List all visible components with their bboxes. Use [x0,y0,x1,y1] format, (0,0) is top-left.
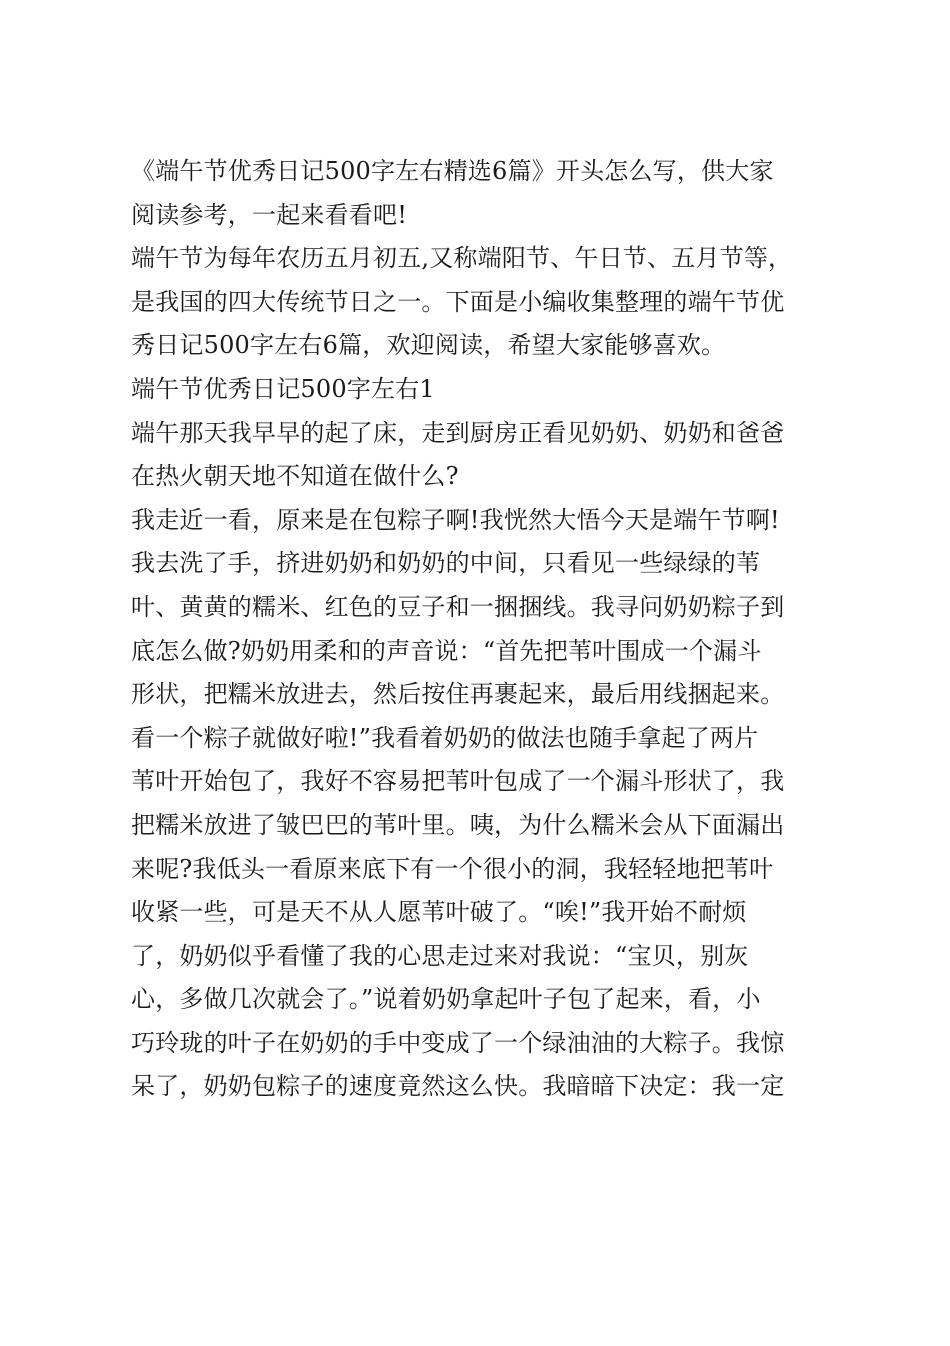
text-line: 我去洗了手，挤进奶奶和奶奶的中间，只看见一些绿绿的苇 [131,549,761,578]
document-page [131,150,823,1109]
text-line: 心，多做几次就会了。”说着奶奶拿起叶子包了起来，看，小 [131,985,761,1014]
text-line: 在热火朝天地不知道在做什么? [131,462,459,491]
text-line: 叶、黄黄的糯米、红色的豆子和一捆捆线。我寻问奶奶粽子到 [131,592,785,621]
text-line: 巧玲珑的叶子在奶奶的手中变成了一个绿油油的大粽子。我惊 [131,1028,785,1057]
text-line: 端午节为每年农历五月初五,又称端阳节、午日节、五月节等， [131,244,793,273]
description-paragraph [131,237,823,368]
body-paragraph-1 [131,412,823,499]
text-line: 收紧一些，可是天不从人愿苇叶破了。“唉!”我开始不耐烦 [131,898,747,927]
text-line: 呆了，奶奶包粽子的速度竟然这么快。我暗暗下决定：我一定 [131,1072,785,1101]
text-line: 把糯米放进了皱巴巴的苇叶里。咦，为什么糯米会从下面漏出 [131,810,785,839]
text-line: 端午那天我早早的起了床，走到厨房正看见奶奶、奶奶和爸爸 [131,418,785,447]
text-line: 形状，把糯米放进去，然后按住再裹起来，最后用线捆起来。 [131,680,785,709]
text-line: 《端午节优秀日记500字左右精选6篇》开头怎么写，供大家 [131,157,774,185]
text-line: 了，奶奶似乎看懂了我的心思走过来对我说：“宝贝，别灰 [131,941,749,970]
text-line: 底怎么做?奶奶用柔和的声音说：“首先把苇叶围成一个漏斗 [131,636,762,665]
text-line: 看一个粽子就做好啦!”我看着奶奶的做法也随手拿起了两片 [131,723,759,752]
text-line: 阅读参考，一起来看看吧! [131,200,408,229]
body-paragraph-2 [131,499,823,1109]
text-line: 苇叶开始包了，我好不容易把苇叶包成了一个漏斗形状了，我 [131,767,785,796]
text-line: 是我国的四大传统节日之一。下面是小编收集整理的端午节优 [131,287,785,316]
intro-paragraph [131,150,823,237]
text-line: 端午节优秀日记500字左右1 [131,374,435,403]
section-heading [131,368,823,412]
text-line: 我走近一看，原来是在包粽子啊!我恍然大悟今天是端午节啊! [131,505,780,534]
text-line: 来呢?我低头一看原来底下有一个很小的洞，我轻轻地把苇叶 [131,854,774,883]
text-line: 秀日记500字左右6篇，欢迎阅读，希望大家能够喜欢。 [131,331,726,360]
